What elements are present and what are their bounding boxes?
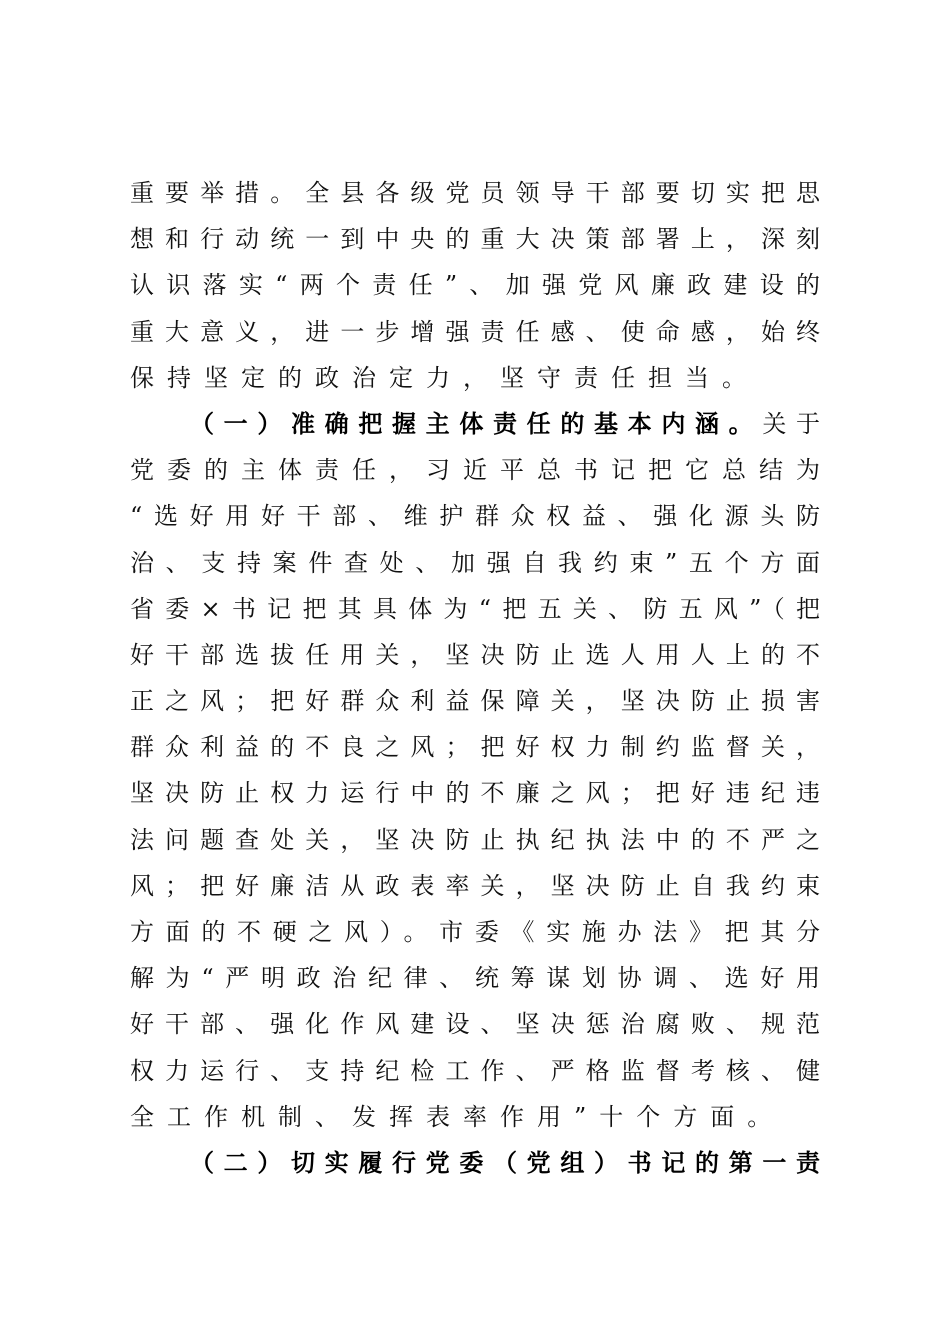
paragraph-line: 党委的主体责任，习近平总书记把它总结为 bbox=[130, 456, 820, 485]
paragraph-line: 方面的不硬之风）。市委《实施办法》把其分 bbox=[130, 918, 820, 946]
paragraph-line: 法问题查处关，坚决防止执纪执法中的不严之 bbox=[130, 825, 820, 854]
section-heading-line bbox=[130, 401, 820, 447]
paragraph-line: 好干部、强化作风建设、坚决惩治腐败、规范 bbox=[130, 1010, 820, 1039]
paragraph-line: 重大意义，进一步增强责任感、使命感，始终 bbox=[130, 317, 820, 346]
paragraph-line: 权力运行、支持纪检工作、严格监督考核、健 bbox=[130, 1056, 820, 1085]
paragraph-line: 保持坚定的政治定力，坚守责任担当。 bbox=[130, 363, 759, 392]
paragraph-line: 正之风；把好群众利益保障关，坚决防止损害 bbox=[130, 687, 820, 716]
paragraph-line: 坚决防止权力运行中的不廉之风；把好违纪违 bbox=[130, 779, 820, 808]
section-heading-1: （一）准确把握主体责任的基本内涵。 bbox=[190, 409, 763, 438]
paragraph-text: 关于 bbox=[762, 409, 821, 438]
paragraph-line: 解为“严明政治纪律、统筹谋划协调、选好用 bbox=[130, 964, 820, 993]
paragraph-line: 群众利益的不良之风；把好权力制约监督关， bbox=[130, 733, 820, 762]
paragraph-line: 想和行动统一到中央的重大决策部署上，深刻 bbox=[130, 225, 820, 254]
paragraph-line: 重要举措。全县各级党员领导干部要切实把思 bbox=[130, 179, 820, 207]
paragraph-line: 好干部选拔任用关，坚决防止选人用人上的不 bbox=[130, 640, 820, 669]
document-body bbox=[130, 170, 820, 1186]
paragraph-line: 治、支持案件查处、加强自我约束”五个方面 bbox=[130, 548, 820, 577]
section-heading-2: （二）切实履行党委（党组）书记的第一责 bbox=[190, 1148, 820, 1177]
paragraph-line: 认识落实“两个责任”、加强党风廉政建设的 bbox=[130, 271, 820, 300]
paragraph-line: 风；把好廉洁从政表率关，坚决防止自我约束 bbox=[130, 871, 820, 900]
paragraph-line: 省委×书记把其具体为“把五关、防五风”（把 bbox=[130, 594, 820, 623]
paragraph-line: 全工作机制、发挥表率作用”十个方面。 bbox=[130, 1102, 785, 1131]
paragraph-line: “选好用好干部、维护群众权益、强化源头防 bbox=[130, 502, 820, 531]
